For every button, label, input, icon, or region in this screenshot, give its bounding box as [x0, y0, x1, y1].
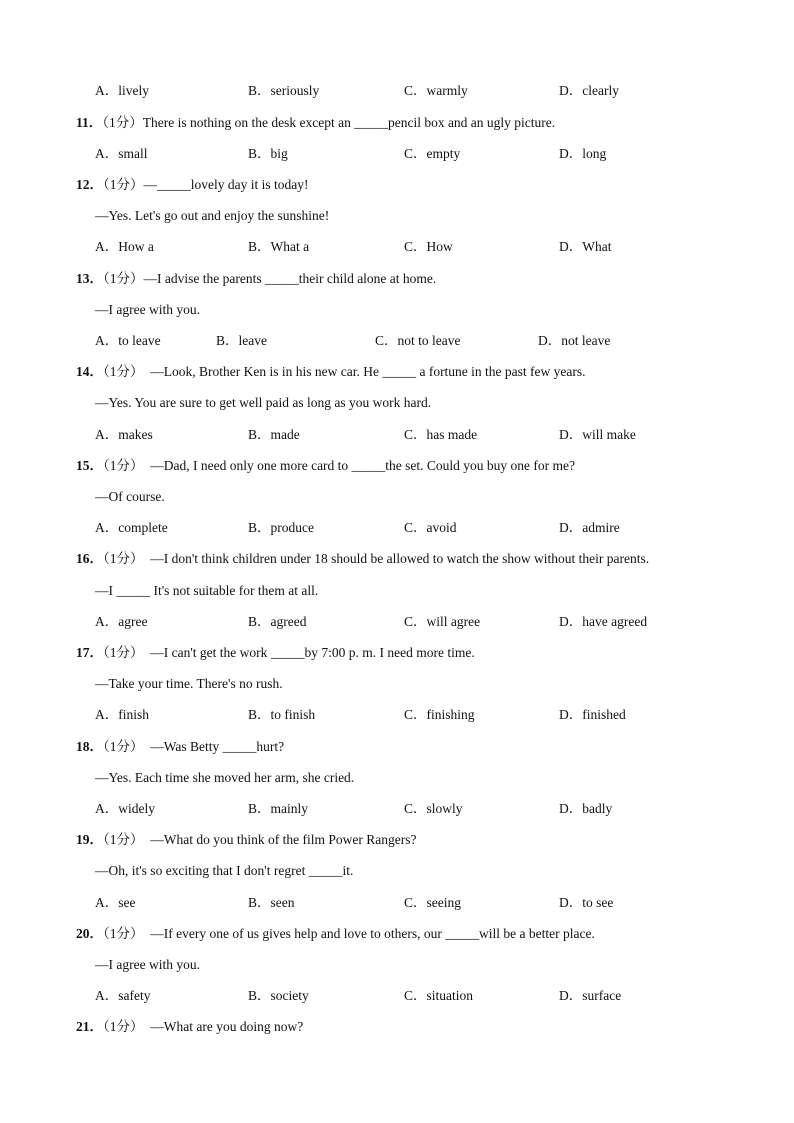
- q18-option-b[interactable]: B．mainly: [248, 801, 308, 816]
- q12-text: —_____lovely day it is today!: [143, 177, 309, 192]
- q16-number: 16．: [76, 551, 103, 566]
- q11-option-c[interactable]: C．empty: [404, 146, 461, 161]
- q14-score: （1分）: [103, 364, 144, 379]
- q20-option-a[interactable]: A．safety: [95, 988, 151, 1003]
- q11-score: （1分）: [102, 115, 143, 130]
- q15-text: —Dad, I need only one more card to _____the set. Could you buy one for me?: [150, 458, 576, 473]
- q11-option-d[interactable]: D．long: [559, 146, 607, 161]
- q13-reply: —I agree with you.: [95, 302, 200, 317]
- q10-option-b[interactable]: B．seriously: [248, 83, 320, 98]
- q17-option-a[interactable]: A．finish: [95, 707, 149, 722]
- q18-option-d[interactable]: D．badly: [559, 801, 613, 816]
- q14-number: 14．: [76, 364, 103, 379]
- q15-reply: —Of course.: [95, 489, 165, 504]
- q19-option-c[interactable]: C．seeing: [404, 895, 461, 910]
- q20-stem: [76, 924, 595, 944]
- q11-stem: [76, 113, 555, 133]
- q17-option-b[interactable]: B．to finish: [248, 707, 316, 722]
- q13-score: （1分）: [103, 271, 144, 286]
- q17-text: —I can't get the work _____by 7:00 p. m. I need more time.: [150, 645, 475, 660]
- q21-text: —What are you doing now?: [150, 1019, 304, 1034]
- q16-stem: [76, 549, 649, 569]
- q12-option-a[interactable]: A．How a: [95, 239, 154, 254]
- q16-option-b[interactable]: B．agreed: [248, 614, 307, 629]
- q20-text: —If every one of us gives help and love to others, our _____will be a better place.: [150, 926, 595, 941]
- q16-option-a[interactable]: A．agree: [95, 614, 148, 629]
- q18-option-c[interactable]: C．slowly: [404, 801, 463, 816]
- q17-number: 17．: [76, 645, 103, 660]
- q14-text: —Look, Brother Ken is in his new car. He _____ a fortune in the past few years.: [150, 364, 586, 379]
- q13-option-a[interactable]: A．to leave: [95, 333, 161, 348]
- q19-option-d[interactable]: D．to see: [559, 895, 614, 910]
- q15-option-d[interactable]: D．admire: [559, 520, 620, 535]
- q19-number: 19．: [76, 832, 103, 847]
- q12-option-b[interactable]: B．What a: [248, 239, 310, 254]
- q17-stem: [76, 643, 475, 663]
- q15-option-b[interactable]: B．produce: [248, 520, 314, 535]
- q12-number: 12．: [76, 177, 103, 192]
- q20-option-b[interactable]: B．society: [248, 988, 309, 1003]
- q14-option-d[interactable]: D．will make: [559, 427, 636, 442]
- q14-reply: —Yes. You are sure to get well paid as long as you work hard.: [95, 395, 432, 410]
- q15-option-a[interactable]: A．complete: [95, 520, 168, 535]
- q19-option-a[interactable]: A．see: [95, 895, 136, 910]
- q18-option-a[interactable]: A．widely: [95, 801, 155, 816]
- q16-reply: —I _____ It's not suitable for them at all.: [95, 583, 319, 598]
- q17-score: （1分）: [103, 645, 144, 660]
- q12-stem: [76, 175, 308, 195]
- q15-stem: [76, 456, 575, 476]
- q19-score: （1分）: [103, 832, 144, 847]
- q10-option-d[interactable]: D．clearly: [559, 83, 619, 98]
- q13-option-c[interactable]: C．not to leave: [375, 333, 461, 348]
- q17-option-c[interactable]: C．finishing: [404, 707, 475, 722]
- q20-score: （1分）: [103, 926, 144, 941]
- q11-number: 11．: [76, 115, 103, 130]
- q21-number: 21．: [76, 1019, 103, 1034]
- q16-text: —I don't think children under 18 should be allowed to watch the show without their parents.: [150, 551, 650, 566]
- q20-reply: —I agree with you.: [95, 957, 200, 972]
- q12-option-d[interactable]: D．What: [559, 239, 612, 254]
- q15-option-c[interactable]: C．avoid: [404, 520, 457, 535]
- q10-option-a[interactable]: A．lively: [95, 83, 149, 98]
- q12-score: （1分）: [103, 177, 144, 192]
- q20-option-d[interactable]: D．surface: [559, 988, 622, 1003]
- q16-option-d[interactable]: D．have agreed: [559, 614, 648, 629]
- q19-reply: —Oh, it's so exciting that I don't regret _____it.: [95, 863, 354, 878]
- q21-score: （1分）: [103, 1019, 144, 1034]
- q18-text: —Was Betty _____hurt?: [150, 739, 285, 754]
- q20-option-c[interactable]: C．situation: [404, 988, 474, 1003]
- q13-text: —I advise the parents _____their child alone at home.: [143, 271, 437, 286]
- q12-option-c[interactable]: C．How: [404, 239, 453, 254]
- q13-number: 13．: [76, 271, 103, 286]
- q14-option-b[interactable]: B．made: [248, 427, 300, 442]
- q18-stem: [76, 737, 284, 757]
- q17-option-d[interactable]: D．finished: [559, 707, 626, 722]
- q11-option-b[interactable]: B．big: [248, 146, 288, 161]
- q10-option-c[interactable]: C．warmly: [404, 83, 468, 98]
- q15-score: （1分）: [103, 458, 144, 473]
- q20-number: 20．: [76, 926, 103, 941]
- q18-reply: —Yes. Each time she moved her arm, she cried.: [95, 770, 355, 785]
- q16-score: （1分）: [103, 551, 144, 566]
- q12-reply: —Yes. Let's go out and enjoy the sunshine!: [95, 208, 330, 223]
- q13-stem: [76, 269, 436, 289]
- q21-stem: [76, 1017, 303, 1037]
- q14-option-c[interactable]: C．has made: [404, 427, 478, 442]
- q19-option-b[interactable]: B．seen: [248, 895, 295, 910]
- q19-text: —What do you think of the film Power Rangers?: [150, 832, 417, 847]
- q14-option-a[interactable]: A．makes: [95, 427, 153, 442]
- q18-score: （1分）: [103, 739, 144, 754]
- q11-text: There is nothing on the desk except an _____pencil box and an ugly picture.: [142, 115, 556, 130]
- q13-option-d[interactable]: D．not leave: [538, 333, 611, 348]
- q19-stem: [76, 830, 416, 850]
- q14-stem: [76, 362, 586, 382]
- q15-number: 15．: [76, 458, 103, 473]
- q18-number: 18．: [76, 739, 103, 754]
- q17-reply: —Take your time. There's no rush.: [95, 676, 283, 691]
- q16-option-c[interactable]: C．will agree: [404, 614, 481, 629]
- q11-option-a[interactable]: A．small: [95, 146, 148, 161]
- q13-option-b[interactable]: B．leave: [216, 333, 267, 348]
